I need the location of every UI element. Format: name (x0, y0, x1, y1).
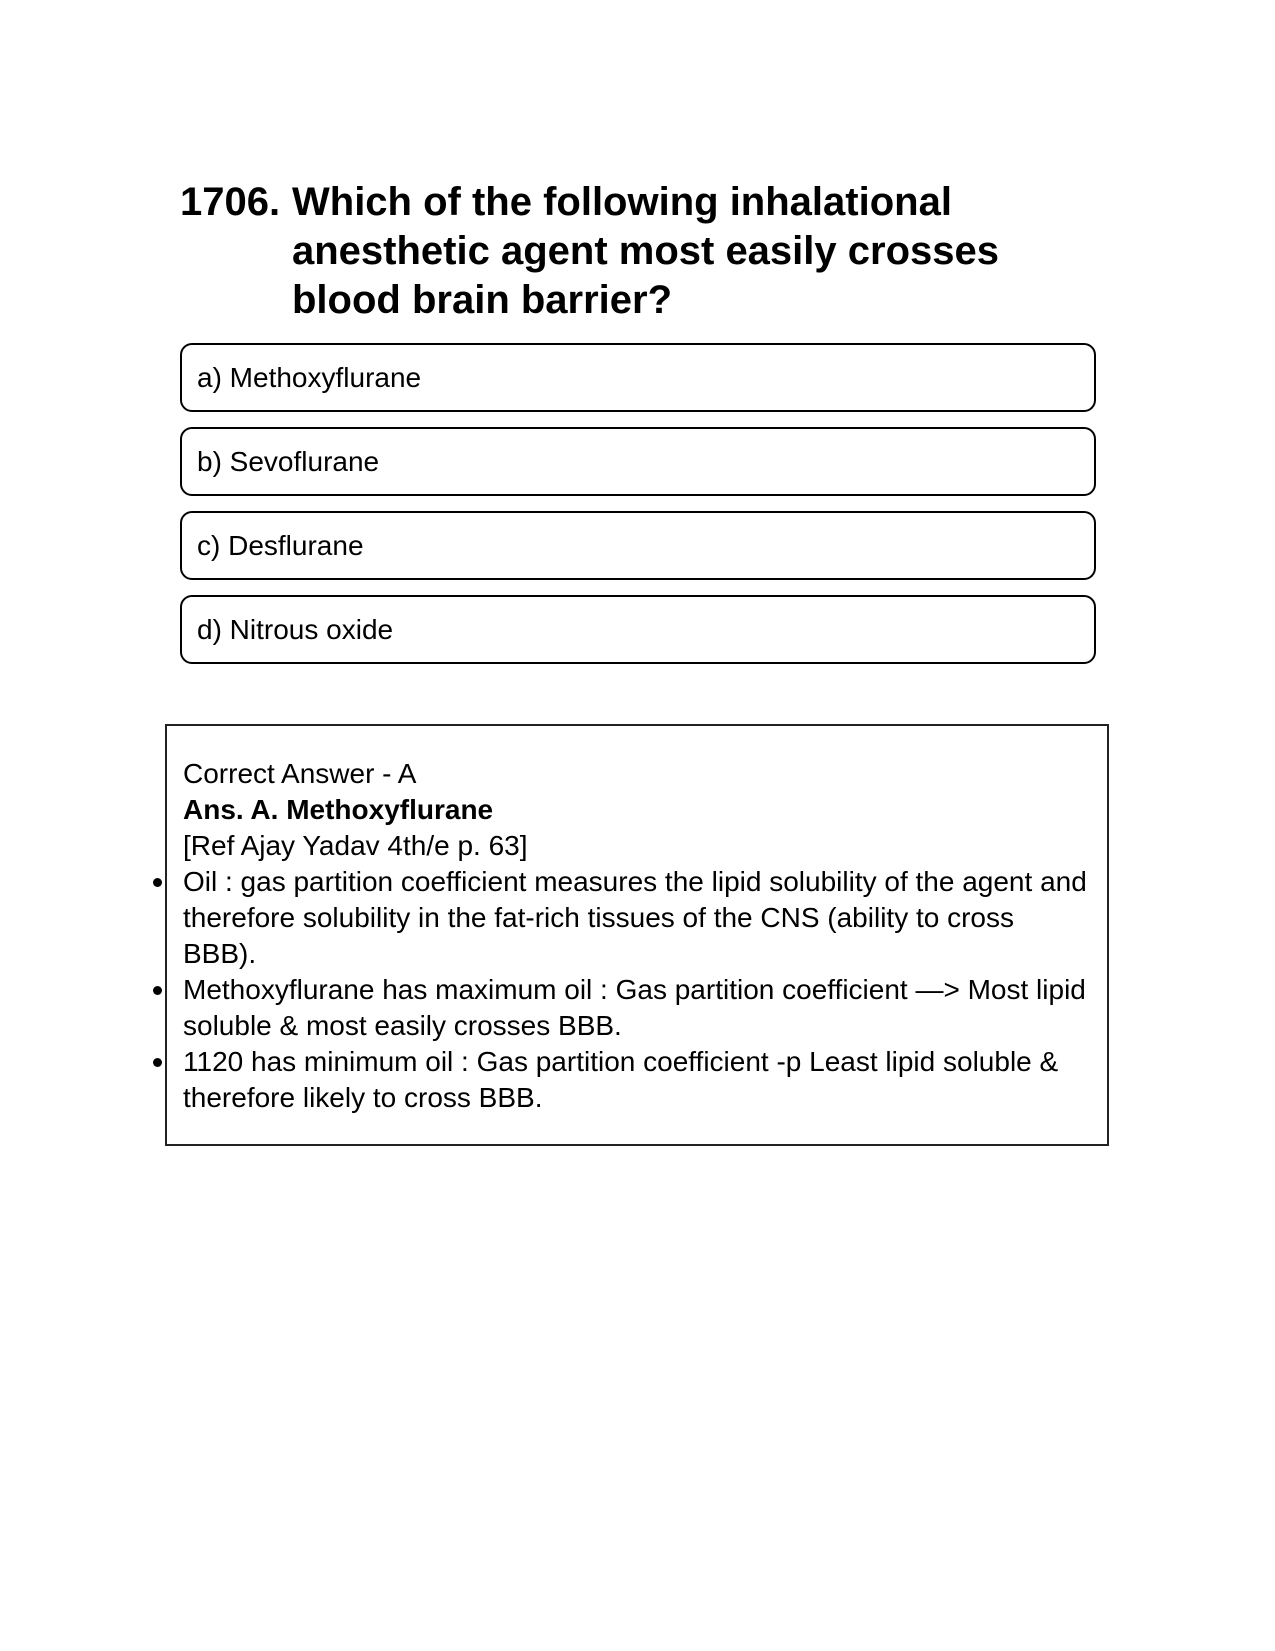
bullet-icon (153, 1058, 162, 1067)
explanation-text: 1120 has minimum oil : Gas partition coefficient -p Least lipid soluble & therefore likely to cross BBB. (183, 1046, 1059, 1113)
bullet-icon (153, 986, 162, 995)
explanation-text: Oil : gas partition coefficient measures the lipid solubility of the agent and therefore solubility in the fat-rich tissues of the CNS (ability to cross BBB). (183, 866, 1087, 969)
question-number: 1706. (180, 180, 281, 224)
option-c[interactable]: c) Desflurane (180, 511, 1096, 580)
question-text: Which of the following inhalational anesthetic agent most easily crosses blood brain barrier? (292, 180, 999, 322)
correct-answer-text: Correct Answer - A (183, 758, 417, 789)
bullet-icon (153, 878, 162, 887)
option-d[interactable]: d) Nitrous oxide (180, 595, 1096, 664)
answer-options (180, 343, 1096, 679)
option-b[interactable]: b) Sevoflurane (180, 427, 1096, 496)
explanation-item (183, 1044, 1093, 1116)
answer-explanation-box (165, 724, 1109, 1146)
answer-title: Ans. A. Methoxyflurane (183, 794, 494, 825)
answer-reference: [Ref Ajay Yadav 4th/e p. 63] (183, 830, 528, 861)
explanation-item (183, 864, 1093, 972)
option-a[interactable]: a) Methoxyflurane (180, 343, 1096, 412)
explanation-text: Methoxyflurane has maximum oil : Gas partition coefficient —> Most lipid soluble & most easily crosses BBB. (183, 974, 1086, 1041)
question-heading (180, 178, 1100, 325)
explanation-list (183, 864, 1093, 1116)
explanation-item (183, 972, 1093, 1044)
